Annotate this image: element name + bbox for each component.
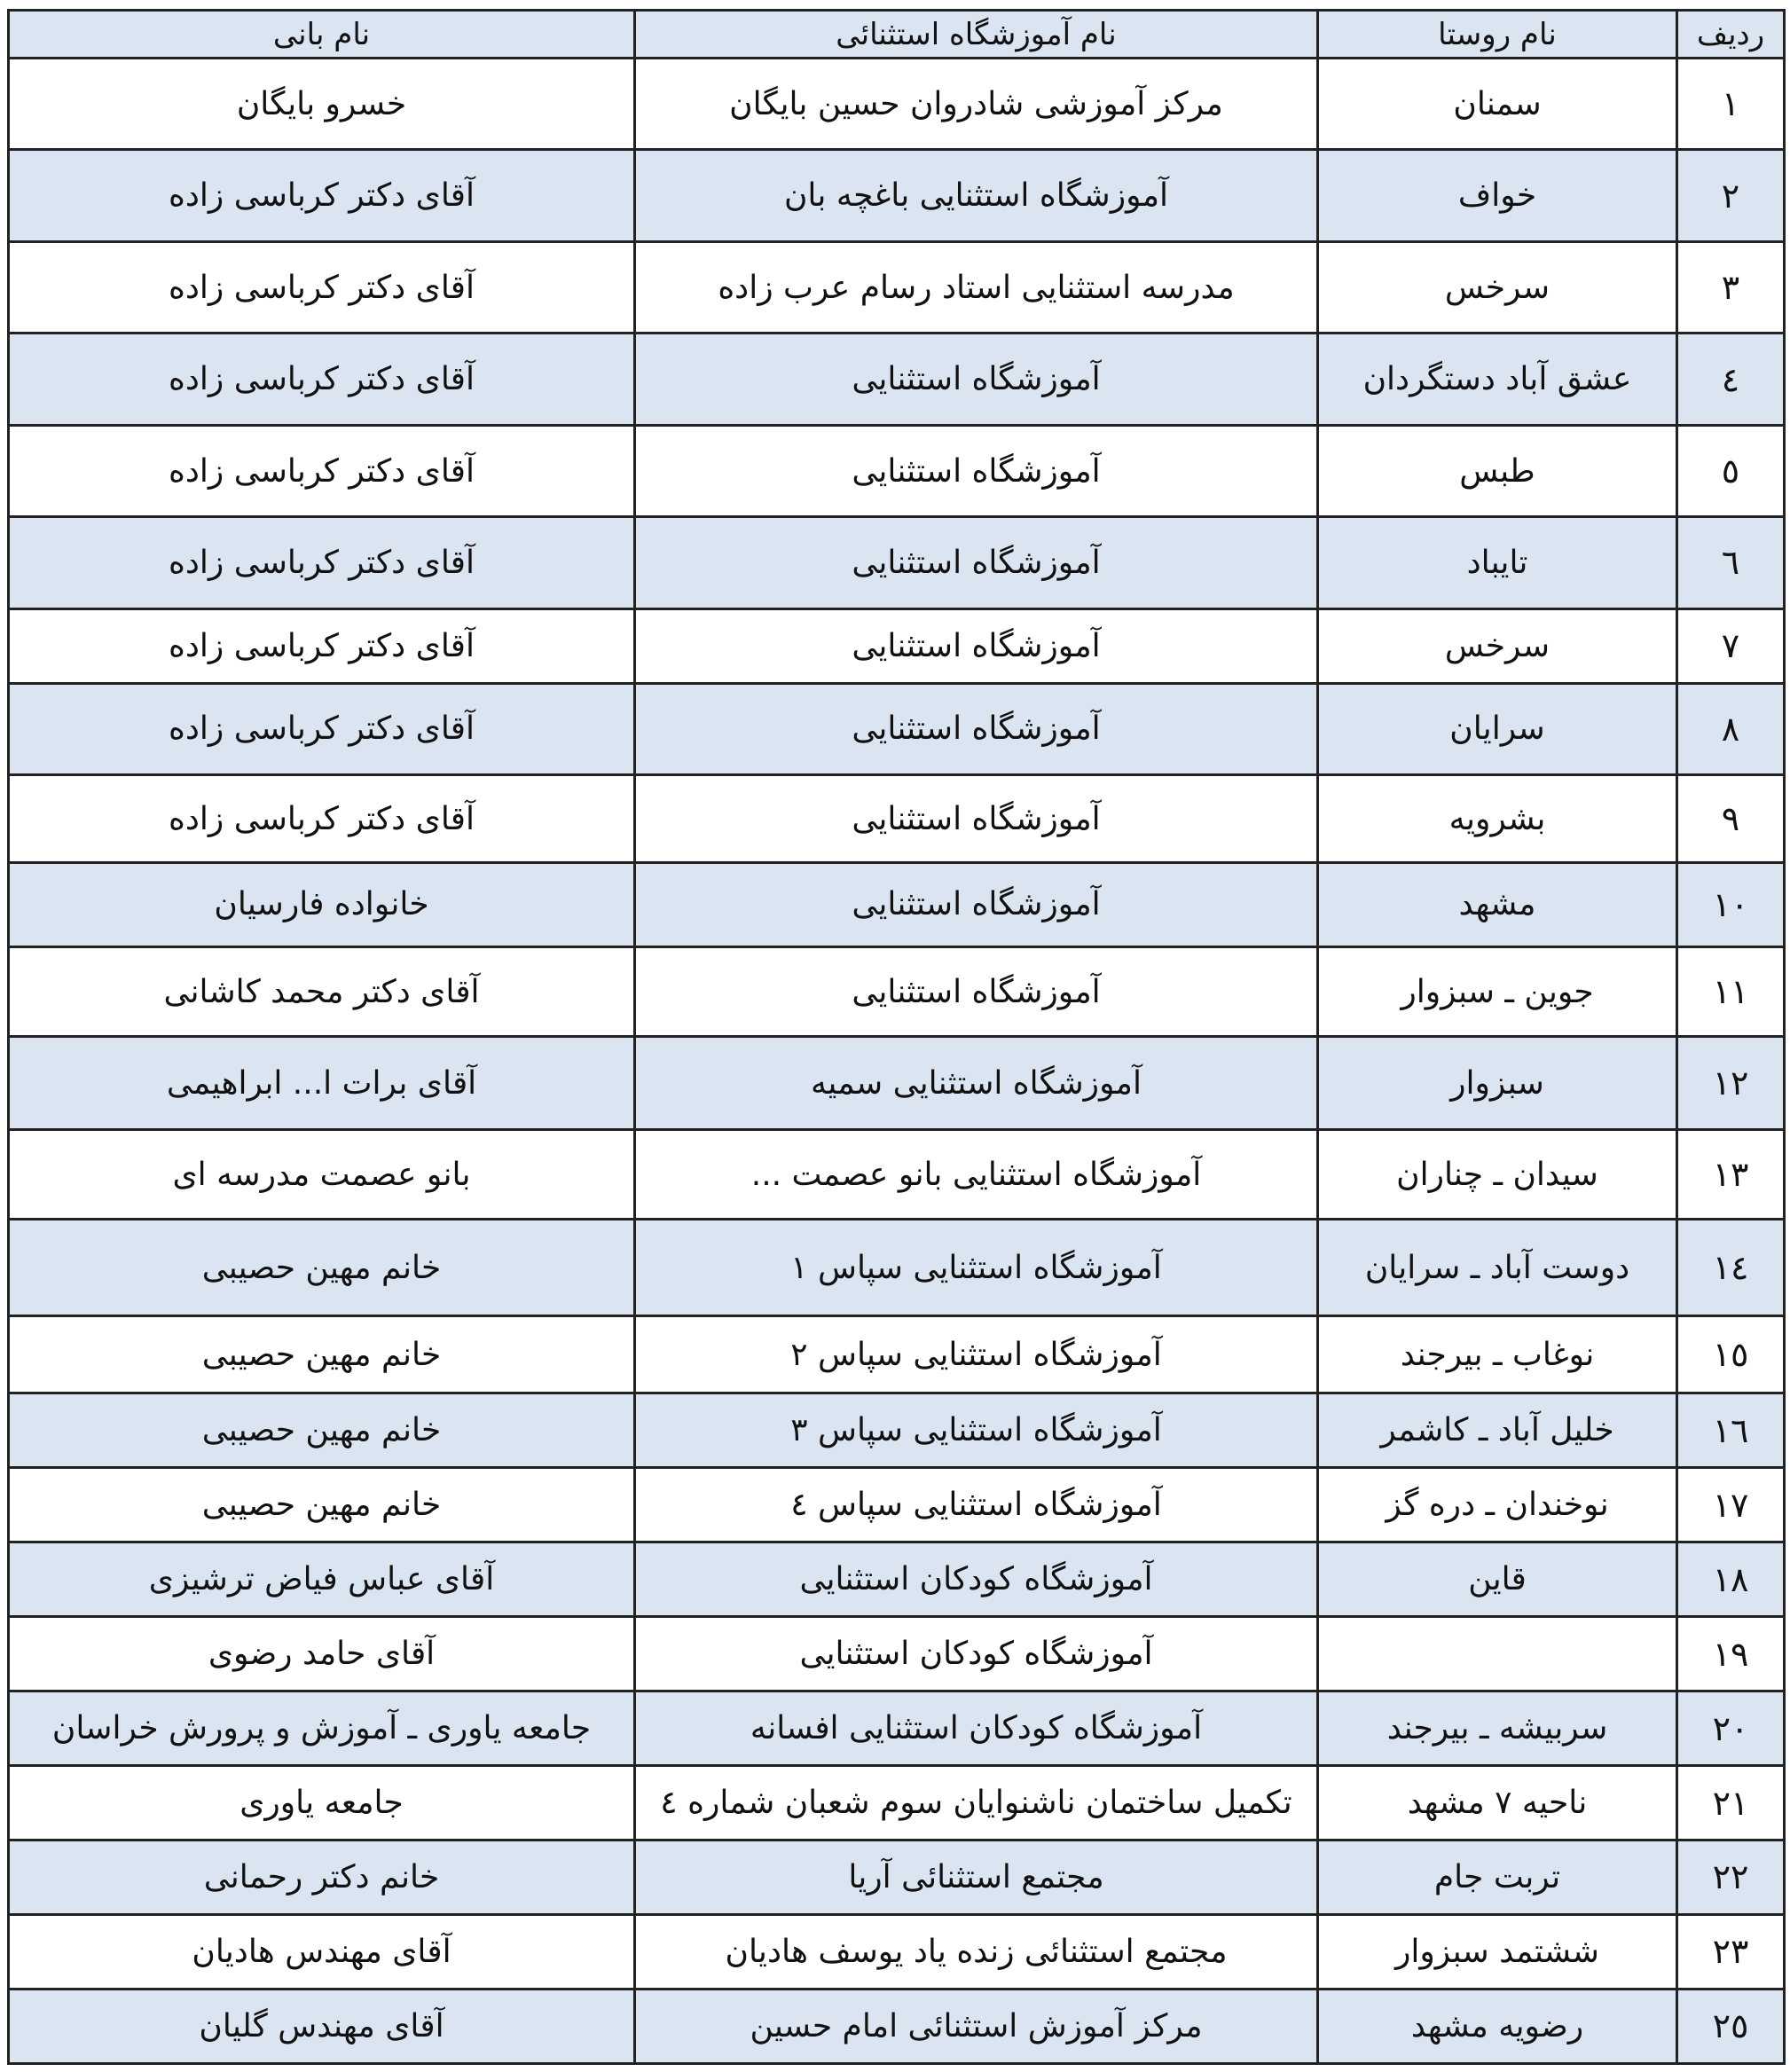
founder-name-cell: آقای دکتر کرباسی زاده: [9, 334, 635, 425]
school-name-cell: آموزشگاه کودکان استثنایی افسانه: [635, 1691, 1318, 1766]
table-row: [9, 1989, 1785, 2063]
table-row: [9, 1840, 1785, 1915]
school-name-cell: آموزشگاه استثنایی سمیه: [635, 1037, 1318, 1130]
row-number-cell: ۱۲: [1677, 1037, 1785, 1130]
row-number-cell: ۱٤: [1677, 1219, 1785, 1315]
village-name-cell: طبس: [1318, 425, 1677, 516]
school-name-cell: تکمیل ساختمان ناشنوایان سوم شعبان شماره ٤: [635, 1766, 1318, 1840]
village-name-cell: ناحیه ۷ مشهد: [1318, 1766, 1677, 1840]
row-number-cell: ۱۸: [1677, 1542, 1785, 1617]
header-founder-name: نام بانی: [9, 11, 635, 59]
village-name-cell: خلیل آباد ـ کاشمر: [1318, 1393, 1677, 1468]
founder-name-cell: خانم مهین حصیبی: [9, 1468, 635, 1542]
header-school-name: نام آموزشگاه استثنائی: [635, 11, 1318, 59]
table-row: [9, 1914, 1785, 1989]
table-row: [9, 1316, 1785, 1393]
founder-name-cell: آقای دکتر کرباسی زاده: [9, 517, 635, 608]
village-name-cell: سرایان: [1318, 683, 1677, 774]
table-row: [9, 517, 1785, 608]
village-name-cell: مشهد: [1318, 863, 1677, 946]
village-name-cell: تربت جام: [1318, 1840, 1677, 1915]
table-row: [9, 1542, 1785, 1617]
school-name-cell: آموزشگاه استثنایی باغچه بان: [635, 150, 1318, 241]
founder-name-cell: خانم دکتر رحمانی: [9, 1840, 635, 1915]
founder-name-cell: آقای دکتر کرباسی زاده: [9, 150, 635, 241]
row-number-cell: ۱۳: [1677, 1130, 1785, 1219]
school-name-cell: مرکز آموزشی شادروان حسین بایگان: [635, 59, 1318, 150]
school-name-cell: آموزشگاه استثنایی سپاس ۳: [635, 1393, 1318, 1468]
school-name-cell: آموزشگاه استثنایی سپاس ٤: [635, 1468, 1318, 1542]
school-name-cell: مجتمع استثنائی آریا: [635, 1840, 1318, 1915]
table-row: [9, 1219, 1785, 1315]
header-village-name: نام روستا: [1318, 11, 1677, 59]
school-name-cell: آموزشگاه استثنایی: [635, 775, 1318, 863]
table-row: [9, 1468, 1785, 1542]
schools-table: [7, 9, 1786, 2065]
village-name-cell: ششتمد سبزوار: [1318, 1914, 1677, 1989]
founder-name-cell: جامعه یاوری: [9, 1766, 635, 1840]
table-row: [9, 1393, 1785, 1468]
founder-name-cell: جامعه یاوری ـ آموزش و پرورش خراسان: [9, 1691, 635, 1766]
founder-name-cell: آقای دکتر کرباسی زاده: [9, 608, 635, 683]
row-number-cell: ۲۱: [1677, 1766, 1785, 1840]
row-number-cell: ٥: [1677, 425, 1785, 516]
school-name-cell: آموزشگاه استثنایی: [635, 517, 1318, 608]
founder-name-cell: آقای دکتر کرباسی زاده: [9, 425, 635, 516]
founder-name-cell: خانم مهین حصیبی: [9, 1316, 635, 1393]
founder-name-cell: خانم مهین حصیبی: [9, 1393, 635, 1468]
table-row: [9, 683, 1785, 774]
table-row: [9, 59, 1785, 150]
village-name-cell: عشق آباد دستگردان: [1318, 334, 1677, 425]
school-name-cell: آموزشگاه کودکان استثنایی: [635, 1617, 1318, 1691]
founder-name-cell: آقای دکتر کرباسی زاده: [9, 241, 635, 333]
school-name-cell: آموزشگاه استثنایی: [635, 425, 1318, 516]
founder-name-cell: آقای مهندس هادیان: [9, 1914, 635, 1989]
founder-name-cell: آقای عباس فیاض ترشیزی: [9, 1542, 635, 1617]
row-number-cell: ۱۹: [1677, 1617, 1785, 1691]
row-number-cell: ۲٥: [1677, 1989, 1785, 2063]
founder-name-cell: خانم مهین حصیبی: [9, 1219, 635, 1315]
school-name-cell: آموزشگاه استثنایی: [635, 683, 1318, 774]
founder-name-cell: آقای دکتر محمد کاشانی: [9, 946, 635, 1037]
table-row: [9, 946, 1785, 1037]
table-row: [9, 608, 1785, 683]
village-name-cell: بشرویه: [1318, 775, 1677, 863]
row-number-cell: ۳: [1677, 241, 1785, 333]
village-name-cell: سیدان ـ چناران: [1318, 1130, 1677, 1219]
table-row: [9, 150, 1785, 241]
table-row: [9, 1766, 1785, 1840]
school-name-cell: آموزشگاه استثنایی سپاس ۱: [635, 1219, 1318, 1315]
founder-name-cell: آقای مهندس گلیان: [9, 1989, 635, 2063]
school-name-cell: آموزشگاه کودکان استثنایی: [635, 1542, 1318, 1617]
row-number-cell: ۱۱: [1677, 946, 1785, 1037]
village-name-cell: سبزوار: [1318, 1037, 1677, 1130]
founder-name-cell: آقای برات ا... ابراهیمی: [9, 1037, 635, 1130]
school-name-cell: مرکز آموزش استثنائی امام حسین: [635, 1989, 1318, 2063]
table-row: [9, 1691, 1785, 1766]
row-number-cell: ۱: [1677, 59, 1785, 150]
table-body: [9, 59, 1785, 2064]
village-name-cell: سربیشه ـ بیرجند: [1318, 1691, 1677, 1766]
village-name-cell: نوخندان ـ دره گز: [1318, 1468, 1677, 1542]
village-name-cell: نوغاب ـ بیرجند: [1318, 1316, 1677, 1393]
row-number-cell: ۲۰: [1677, 1691, 1785, 1766]
table-row: [9, 425, 1785, 516]
table-row: [9, 1617, 1785, 1691]
village-name-cell: قاین: [1318, 1542, 1677, 1617]
village-name-cell: جوین ـ سبزوار: [1318, 946, 1677, 1037]
school-name-cell: مجتمع استثنائی زنده یاد یوسف هادیان: [635, 1914, 1318, 1989]
table-row: [9, 1130, 1785, 1219]
school-name-cell: آموزشگاه استثنایی: [635, 946, 1318, 1037]
row-number-cell: ۷: [1677, 608, 1785, 683]
row-number-cell: ٤: [1677, 334, 1785, 425]
header-row-number: ردیف: [1677, 11, 1785, 59]
village-name-cell: [1318, 1617, 1677, 1691]
table-row: [9, 1037, 1785, 1130]
founder-name-cell: بانو عصمت مدرسه ای: [9, 1130, 635, 1219]
row-number-cell: ۱۷: [1677, 1468, 1785, 1542]
village-name-cell: خواف: [1318, 150, 1677, 241]
school-name-cell: آموزشگاه استثنایی: [635, 608, 1318, 683]
table-row: [9, 241, 1785, 333]
village-name-cell: رضویه مشهد: [1318, 1989, 1677, 2063]
row-number-cell: ۱٦: [1677, 1393, 1785, 1468]
founder-name-cell: خسرو بایگان: [9, 59, 635, 150]
school-name-cell: آموزشگاه استثنایی بانو عصمت ...: [635, 1130, 1318, 1219]
row-number-cell: ۹: [1677, 775, 1785, 863]
table-row: [9, 863, 1785, 946]
table-row: [9, 775, 1785, 863]
village-name-cell: تایباد: [1318, 517, 1677, 608]
school-name-cell: آموزشگاه استثنایی: [635, 334, 1318, 425]
village-name-cell: سرخس: [1318, 608, 1677, 683]
village-name-cell: دوست آباد ـ سرایان: [1318, 1219, 1677, 1315]
school-name-cell: مدرسه استثنایی استاد رسام عرب زاده: [635, 241, 1318, 333]
row-number-cell: ۲۳: [1677, 1914, 1785, 1989]
founder-name-cell: خانواده فارسیان: [9, 863, 635, 946]
header-row: [9, 11, 1785, 59]
row-number-cell: ۲۲: [1677, 1840, 1785, 1915]
row-number-cell: ۱۰: [1677, 863, 1785, 946]
village-name-cell: سرخس: [1318, 241, 1677, 333]
founder-name-cell: آقای دکتر کرباسی زاده: [9, 683, 635, 774]
founder-name-cell: آقای حامد رضوی: [9, 1617, 635, 1691]
row-number-cell: ۲: [1677, 150, 1785, 241]
row-number-cell: ۸: [1677, 683, 1785, 774]
founder-name-cell: آقای دکتر کرباسی زاده: [9, 775, 635, 863]
school-name-cell: آموزشگاه استثنایی سپاس ۲: [635, 1316, 1318, 1393]
row-number-cell: ٦: [1677, 517, 1785, 608]
row-number-cell: ۱٥: [1677, 1316, 1785, 1393]
village-name-cell: سمنان: [1318, 59, 1677, 150]
school-name-cell: آموزشگاه استثنایی: [635, 863, 1318, 946]
table-row: [9, 334, 1785, 425]
